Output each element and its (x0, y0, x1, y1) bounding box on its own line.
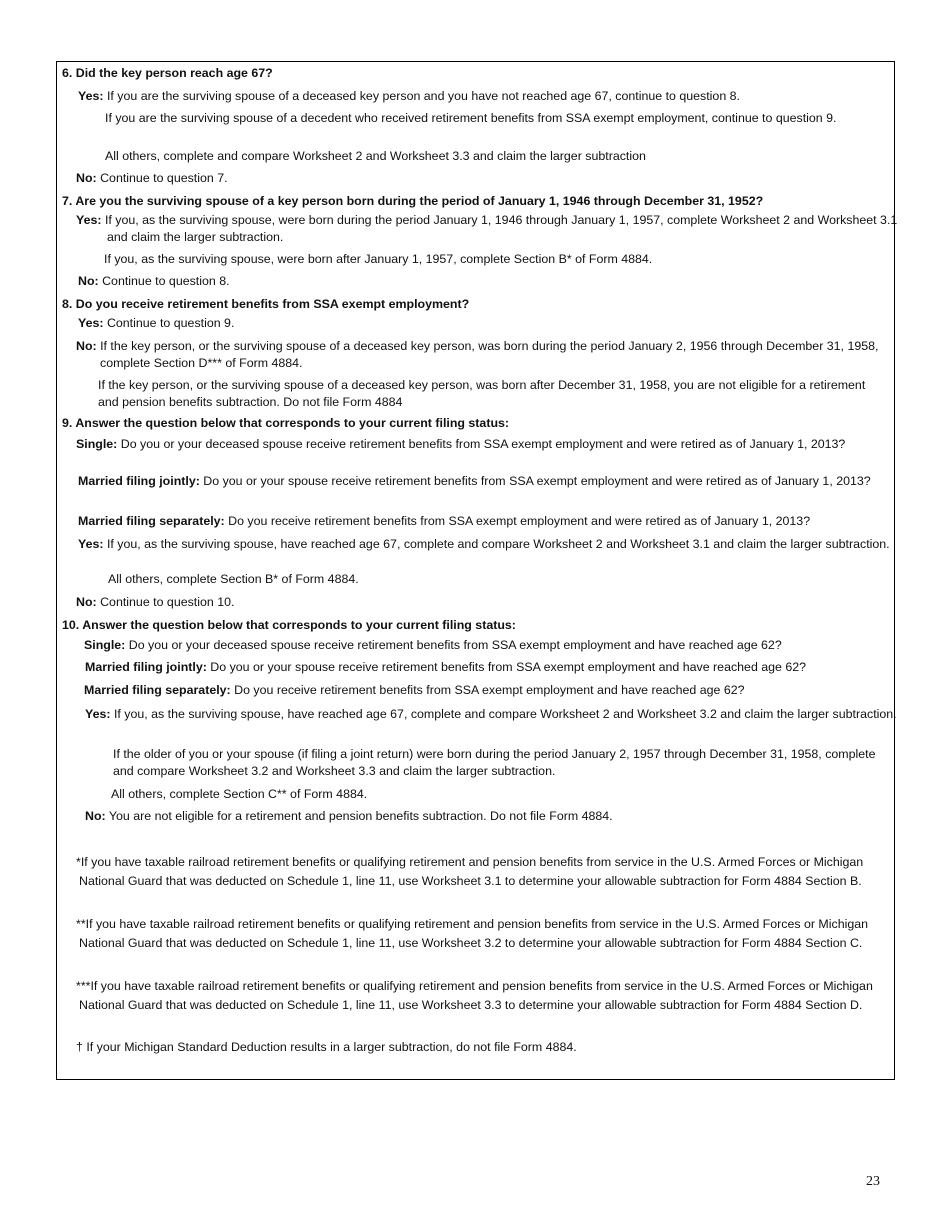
yes-label: Yes: (76, 213, 102, 227)
single-label: Single: (76, 437, 118, 451)
q9-no (76, 594, 876, 611)
yes-label: Yes: (85, 707, 111, 721)
q10-no-text: You are not eligible for a retirement and pension benefits subtraction. Do not file Form 4884. (108, 809, 613, 823)
q8-no (76, 338, 910, 372)
yes-label: Yes: (78, 537, 104, 551)
q10-mfj-text: Do you or your spouse receive retirement benefits from SSA exempt employment and have reached age 62? (210, 660, 807, 674)
q10-yes (85, 706, 921, 723)
q6-heading: 6. Did the key person reach age 67? (62, 66, 273, 80)
no-label: No: (76, 339, 97, 353)
q9-mfj (78, 473, 927, 490)
q9-heading: 9. Answer the question below that corresponds to your current filing status: (62, 416, 510, 430)
q10-sub2: All others, complete Section C** of Form 4884. (111, 787, 368, 801)
no-label: No: (85, 809, 106, 823)
q10-single (84, 637, 884, 654)
q7-heading: 7. Are you the surviving spouse of a key person born during the period of January 1, 1946 through December 31, 1952? (62, 194, 764, 208)
q10-sub1: If the older of you or your spouse (if filing a joint return) were born during the period January 2, 1957 through December 31, 1958, complete and compare Worksheet 3.2 and Worksheet 3.3 and claim the larger subtraction. (113, 747, 876, 778)
q8-heading: 8. Do you receive retirement benefits from SSA exempt employment? (62, 297, 470, 311)
q6-no (76, 170, 876, 187)
q9-yes-sub: All others, complete Section B* of Form 4884. (108, 572, 359, 586)
q7-no (78, 273, 878, 290)
footnote-4: † If your Michigan Standard Deduction results in a larger subtraction, do not file Form 4884. (76, 1040, 577, 1054)
q8-sub1: If the key person, or the surviving spouse of a deceased key person, was born after December 31, 1958, you are not eligible for a retirement and pension benefits subtraction. Do not file Form 4884 (98, 378, 866, 409)
mfs-label: Married filing separately: (84, 683, 231, 697)
q10-mfj (85, 659, 890, 676)
q6-no-text: Continue to question 7. (100, 171, 228, 185)
q6-yes (78, 88, 888, 105)
q9-yes-text: If you, as the surviving spouse, have reached age 67, complete and compare Worksheet 2 and Worksheet 3.1 and claim the larger subtraction. (106, 537, 890, 551)
no-label: No: (76, 171, 97, 185)
q6-yes-text: If you are the surviving spouse of a deceased key person and you have not reached age 67, continue to question 8. (106, 89, 740, 103)
footnote-3: ***If you have taxable railroad retirement benefits or qualifying retirement and pension benefits from service in the U.S. Armed Forces or Michigan National Guard that was deducted on Schedule 1, line 11, use Worksheet 3.3 to determine your allowable subtraction for Form 4884 Section D. (76, 979, 873, 1012)
q7-sub1: If you, as the surviving spouse, were born after January 1, 1957, complete Section B* of Form 4884. (104, 252, 653, 266)
q9-no-text: Continue to question 10. (100, 595, 235, 609)
q7-yes-text: If you, as the surviving spouse, were born during the period January 1, 1946 through January 1, 1957, complete Worksheet 2 and Worksheet 3.1 and claim the larger subtraction. (104, 213, 898, 244)
q6-sub1: If you are the surviving spouse of a decedent who received retirement benefits from SSA exempt employment, continue to question 9. (105, 111, 837, 125)
footnote-2: **If you have taxable railroad retirement benefits or qualifying retirement and pension benefits from service in the U.S. Armed Forces or Michigan National Guard that was deducted on Schedule 1, line 11, use Worksheet 3.2 to determine your allowable subtraction for Form 4884 Section C. (76, 917, 869, 950)
q7-no-text: Continue to question 8. (102, 274, 230, 288)
no-label: No: (76, 595, 97, 609)
page-number: 23 (866, 1174, 880, 1189)
q10-mfs (84, 682, 884, 699)
q9-mfs (78, 513, 888, 530)
footnote-1: *If you have taxable railroad retirement benefits or qualifying retirement and pension benefits from service in the U.S. Armed Forces or Michigan National Guard that was deducted on Schedule 1, line 11, use Worksheet 3.1 to determine your allowable subtraction for Form 4884 Section B. (76, 855, 864, 888)
yes-label: Yes: (78, 316, 104, 330)
q10-mfs-text: Do you receive retirement benefits from SSA exempt employment and have reached age 62? (234, 683, 745, 697)
q10-single-text: Do you or your deceased spouse receive retirement benefits from SSA exempt employment and have reached age 62? (128, 638, 782, 652)
q9-single (76, 436, 924, 453)
q8-yes-text: Continue to question 9. (106, 316, 235, 330)
single-label: Single: (84, 638, 126, 652)
q6-sub2: All others, complete and compare Worksheet 2 and Worksheet 3.3 and claim the larger subtraction (105, 149, 646, 163)
q9-yes (78, 536, 918, 553)
no-label: No: (78, 274, 99, 288)
q9-mfs-text: Do you receive retirement benefits from SSA exempt employment and were retired as of January 1, 2013? (228, 514, 811, 528)
q8-yes (78, 315, 878, 332)
yes-label: Yes: (78, 89, 104, 103)
q9-mfj-text: Do you or your spouse receive retirement benefits from SSA exempt employment and were retired as of January 1, 2013? (203, 474, 871, 488)
q10-heading: 10. Answer the question below that corresponds to your current filing status: (62, 618, 516, 632)
q7-yes (76, 212, 907, 246)
q8-no-text: If the key person, or the surviving spouse of a deceased key person, was born during the period January 2, 1956 through December 31, 1958, complete Section D*** of Form 4884. (100, 339, 879, 370)
q10-no (85, 808, 885, 825)
q9-single-text: Do you or your deceased spouse receive retirement benefits from SSA exempt employment and were retired as of January 1, 2013? (120, 437, 846, 451)
mfj-label: Married filing jointly: (85, 660, 207, 674)
mfj-label: Married filing jointly: (78, 474, 200, 488)
mfs-label: Married filing separately: (78, 514, 225, 528)
q10-yes-text: If you, as the surviving spouse, have reached age 67, complete and compare Worksheet 2 and Worksheet 3.2 and claim the larger subtraction. (113, 707, 897, 721)
